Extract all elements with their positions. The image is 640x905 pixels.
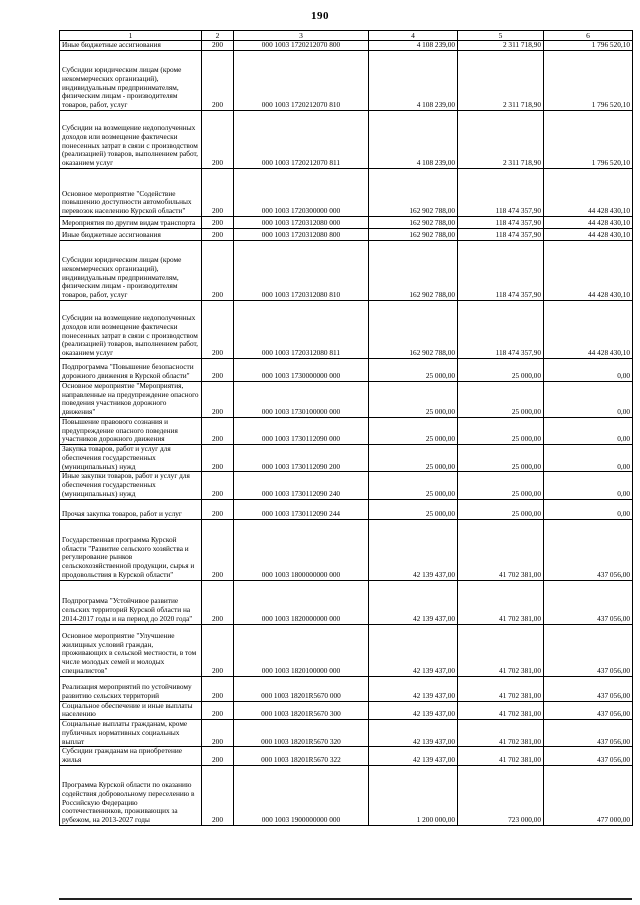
table-row <box>60 228 633 240</box>
page-bottom-rule <box>59 898 632 900</box>
row-name: Субсидии юридическим лицам (кроме некоммерческих организаций), индивидуальным предпринимателям, физическим лицам - производителям товаров, работ, услуг <box>60 50 202 110</box>
row-name: Иные бюджетные ассигнования <box>60 41 202 51</box>
budget-table <box>59 30 633 826</box>
row-indicator: 200 <box>202 765 234 825</box>
row-indicator: 200 <box>202 720 234 747</box>
table-row <box>60 472 633 499</box>
row-unexecuted-amount: 1 796 520,10 <box>544 110 633 168</box>
row-indicator: 200 <box>202 676 234 701</box>
row-unexecuted-amount: 44 428 430,10 <box>544 216 633 228</box>
column-header: 3 <box>234 31 369 41</box>
row-unexecuted-amount: 437 056,00 <box>544 676 633 701</box>
row-executed-amount: 118 474 357,90 <box>458 168 544 216</box>
row-executed-amount: 118 474 357,90 <box>458 228 544 240</box>
row-unexecuted-amount: 0,00 <box>544 499 633 519</box>
row-budget-code: 000 1003 1730112090 244 <box>234 499 369 519</box>
row-approved-amount: 42 139 437,00 <box>369 519 458 580</box>
row-budget-code: 000 1003 1720312080 810 <box>234 240 369 300</box>
row-name: Социальное обеспечение и иные выплаты населению <box>60 701 202 720</box>
row-executed-amount: 41 702 381,00 <box>458 580 544 624</box>
row-executed-amount: 25 000,00 <box>458 381 544 417</box>
row-unexecuted-amount: 437 056,00 <box>544 720 633 747</box>
row-name: Субсидии на возмещение недополученных доходов или возмещение фактически понесенных затрат в связи с производством (реализацией) товаров, выполнением работ, оказанием услуг <box>60 110 202 168</box>
row-unexecuted-amount: 437 056,00 <box>544 624 633 676</box>
row-executed-amount: 118 474 357,90 <box>458 300 544 358</box>
row-budget-code: 000 1003 1720312080 811 <box>234 300 369 358</box>
table-row <box>60 41 633 51</box>
table-row <box>60 765 633 825</box>
row-approved-amount: 162 902 788,00 <box>369 168 458 216</box>
row-approved-amount: 25 000,00 <box>369 499 458 519</box>
row-approved-amount: 1 200 000,00 <box>369 765 458 825</box>
row-approved-amount: 25 000,00 <box>369 417 458 444</box>
row-executed-amount: 118 474 357,90 <box>458 216 544 228</box>
row-unexecuted-amount: 437 056,00 <box>544 701 633 720</box>
column-header: 4 <box>369 31 458 41</box>
row-name: Иные бюджетные ассигнования <box>60 228 202 240</box>
row-indicator: 200 <box>202 110 234 168</box>
row-budget-code: 000 1003 1730112090 200 <box>234 445 369 472</box>
column-number-header-row <box>60 31 633 41</box>
row-name: Прочая закупка товаров, работ и услуг <box>60 499 202 519</box>
row-executed-amount: 2 311 718,90 <box>458 110 544 168</box>
table-row <box>60 624 633 676</box>
table-row <box>60 358 633 381</box>
row-budget-code: 000 1003 1800000000 000 <box>234 519 369 580</box>
row-indicator: 200 <box>202 228 234 240</box>
row-executed-amount: 2 311 718,90 <box>458 41 544 51</box>
table-row <box>60 168 633 216</box>
row-approved-amount: 42 139 437,00 <box>369 747 458 766</box>
row-approved-amount: 162 902 788,00 <box>369 240 458 300</box>
row-approved-amount: 42 139 437,00 <box>369 580 458 624</box>
row-indicator: 200 <box>202 701 234 720</box>
row-approved-amount: 42 139 437,00 <box>369 676 458 701</box>
table-row <box>60 417 633 444</box>
row-indicator: 200 <box>202 417 234 444</box>
row-indicator: 200 <box>202 41 234 51</box>
row-approved-amount: 42 139 437,00 <box>369 701 458 720</box>
row-budget-code: 000 1003 1720212070 811 <box>234 110 369 168</box>
table-row <box>60 499 633 519</box>
table-row <box>60 216 633 228</box>
row-executed-amount: 25 000,00 <box>458 358 544 381</box>
table-row <box>60 720 633 747</box>
row-unexecuted-amount: 1 796 520,10 <box>544 50 633 110</box>
table-row <box>60 701 633 720</box>
row-budget-code: 000 1003 1730100000 000 <box>234 381 369 417</box>
row-executed-amount: 41 702 381,00 <box>458 624 544 676</box>
row-unexecuted-amount: 437 056,00 <box>544 580 633 624</box>
row-indicator: 200 <box>202 445 234 472</box>
row-indicator: 200 <box>202 300 234 358</box>
row-indicator: 200 <box>202 580 234 624</box>
row-name: Основное мероприятие "Улучшение жилищных условий граждан, проживающих в сельской местности, в том числе молодых семей и молодых специалистов" <box>60 624 202 676</box>
row-budget-code: 000 1003 1720312080 000 <box>234 216 369 228</box>
column-header: 1 <box>60 31 202 41</box>
row-approved-amount: 42 139 437,00 <box>369 720 458 747</box>
row-budget-code: 000 1003 1720312080 800 <box>234 228 369 240</box>
row-indicator: 200 <box>202 216 234 228</box>
row-indicator: 200 <box>202 240 234 300</box>
row-name: Подпрограмма "Устойчивое развитие сельских территорий Курской области на 2014-2017 годы и на период до 2020 года" <box>60 580 202 624</box>
row-indicator: 200 <box>202 472 234 499</box>
table-row <box>60 676 633 701</box>
table-row <box>60 381 633 417</box>
row-budget-code: 000 1003 1720212070 800 <box>234 41 369 51</box>
row-indicator: 200 <box>202 519 234 580</box>
row-approved-amount: 25 000,00 <box>369 472 458 499</box>
row-unexecuted-amount: 437 056,00 <box>544 519 633 580</box>
row-unexecuted-amount: 477 000,00 <box>544 765 633 825</box>
row-name: Реализация мероприятий по устойчивому развитию сельских территорий <box>60 676 202 701</box>
table-row <box>60 445 633 472</box>
row-approved-amount: 25 000,00 <box>369 358 458 381</box>
table-row <box>60 747 633 766</box>
row-budget-code: 000 1003 18201R5670 320 <box>234 720 369 747</box>
row-executed-amount: 41 702 381,00 <box>458 747 544 766</box>
row-approved-amount: 25 000,00 <box>369 445 458 472</box>
row-unexecuted-amount: 44 428 430,10 <box>544 300 633 358</box>
row-executed-amount: 25 000,00 <box>458 472 544 499</box>
table-row <box>60 50 633 110</box>
row-unexecuted-amount: 437 056,00 <box>544 747 633 766</box>
row-executed-amount: 723 000,00 <box>458 765 544 825</box>
row-approved-amount: 162 902 788,00 <box>369 300 458 358</box>
row-approved-amount: 162 902 788,00 <box>369 228 458 240</box>
column-header: 6 <box>544 31 633 41</box>
row-unexecuted-amount: 44 428 430,10 <box>544 168 633 216</box>
row-indicator: 200 <box>202 499 234 519</box>
row-approved-amount: 4 108 239,00 <box>369 50 458 110</box>
row-budget-code: 000 1003 1820100000 000 <box>234 624 369 676</box>
row-budget-code: 000 1003 1730112090 240 <box>234 472 369 499</box>
row-name: Основное мероприятие "Мероприятия, направленные на предупреждение опасного поведения участников дорожного движения" <box>60 381 202 417</box>
row-budget-code: 000 1003 1730000000 000 <box>234 358 369 381</box>
row-approved-amount: 4 108 239,00 <box>369 41 458 51</box>
row-executed-amount: 41 702 381,00 <box>458 519 544 580</box>
row-executed-amount: 25 000,00 <box>458 417 544 444</box>
row-budget-code: 000 1003 18201R5670 000 <box>234 676 369 701</box>
row-budget-code: 000 1003 1720212070 810 <box>234 50 369 110</box>
row-indicator: 200 <box>202 381 234 417</box>
row-unexecuted-amount: 0,00 <box>544 417 633 444</box>
row-unexecuted-amount: 0,00 <box>544 358 633 381</box>
row-executed-amount: 41 702 381,00 <box>458 676 544 701</box>
row-name: Программа Курской области по оказанию содействия добровольному переселению в Российскую Федерацию соотечественников, проживающих за рубежом, на 2013-2027 годы <box>60 765 202 825</box>
page-number: 190 <box>311 10 329 22</box>
table-row <box>60 580 633 624</box>
row-executed-amount: 25 000,00 <box>458 445 544 472</box>
row-indicator: 200 <box>202 168 234 216</box>
column-header: 2 <box>202 31 234 41</box>
table-row <box>60 519 633 580</box>
column-header: 5 <box>458 31 544 41</box>
row-budget-code: 000 1003 18201R5670 300 <box>234 701 369 720</box>
row-approved-amount: 25 000,00 <box>369 381 458 417</box>
row-unexecuted-amount: 44 428 430,10 <box>544 228 633 240</box>
row-budget-code: 000 1003 18201R5670 322 <box>234 747 369 766</box>
row-budget-code: 000 1003 1900000000 000 <box>234 765 369 825</box>
row-name: Закупка товаров, работ и услуг для обеспечения государственных (муниципальных) нужд <box>60 445 202 472</box>
row-budget-code: 000 1003 1720300000 000 <box>234 168 369 216</box>
row-name: Государственная программа Курской области "Развитие сельского хозяйства и регулирование рынков сельскохозяйственной продукции, сырья и продовольствия в Курской области" <box>60 519 202 580</box>
table-row <box>60 110 633 168</box>
row-approved-amount: 4 108 239,00 <box>369 110 458 168</box>
row-name: Субсидии гражданам на приобретение жилья <box>60 747 202 766</box>
row-name: Повышение правового сознания и предупреждение опасного поведения участников дорожного движения <box>60 417 202 444</box>
row-unexecuted-amount: 0,00 <box>544 381 633 417</box>
table-row <box>60 240 633 300</box>
row-name: Мероприятия по другим видам транспорта <box>60 216 202 228</box>
row-unexecuted-amount: 0,00 <box>544 472 633 499</box>
table-row <box>60 300 633 358</box>
row-budget-code: 000 1003 1820000000 000 <box>234 580 369 624</box>
row-indicator: 200 <box>202 624 234 676</box>
row-unexecuted-amount: 1 796 520,10 <box>544 41 633 51</box>
row-approved-amount: 42 139 437,00 <box>369 624 458 676</box>
row-executed-amount: 118 474 357,90 <box>458 240 544 300</box>
row-unexecuted-amount: 44 428 430,10 <box>544 240 633 300</box>
row-name: Социальные выплаты гражданам, кроме публичных нормативных социальных выплат <box>60 720 202 747</box>
row-indicator: 200 <box>202 747 234 766</box>
row-name: Субсидии юридическим лицам (кроме некоммерческих организаций), индивидуальным предпринимателям, физическим лицам - производителям товаров, работ, услуг <box>60 240 202 300</box>
row-name: Иные закупки товаров, работ и услуг для обеспечения государственных (муниципальных) нужд <box>60 472 202 499</box>
row-budget-code: 000 1003 1730112090 000 <box>234 417 369 444</box>
row-executed-amount: 2 311 718,90 <box>458 50 544 110</box>
row-executed-amount: 41 702 381,00 <box>458 701 544 720</box>
row-name: Основное мероприятие "Содействие повышению доступности автомобильных перевозок населению Курской области" <box>60 168 202 216</box>
row-unexecuted-amount: 0,00 <box>544 445 633 472</box>
row-approved-amount: 162 902 788,00 <box>369 216 458 228</box>
row-name: Субсидии на возмещение недополученных доходов или возмещение фактически понесенных затрат в связи с производством (реализацией) товаров, выполнением работ, оказанием услуг <box>60 300 202 358</box>
row-executed-amount: 41 702 381,00 <box>458 720 544 747</box>
row-name: Подпрограмма "Повышение безопасности дорожного движения в Курской области" <box>60 358 202 381</box>
row-indicator: 200 <box>202 50 234 110</box>
row-indicator: 200 <box>202 358 234 381</box>
row-executed-amount: 25 000,00 <box>458 499 544 519</box>
